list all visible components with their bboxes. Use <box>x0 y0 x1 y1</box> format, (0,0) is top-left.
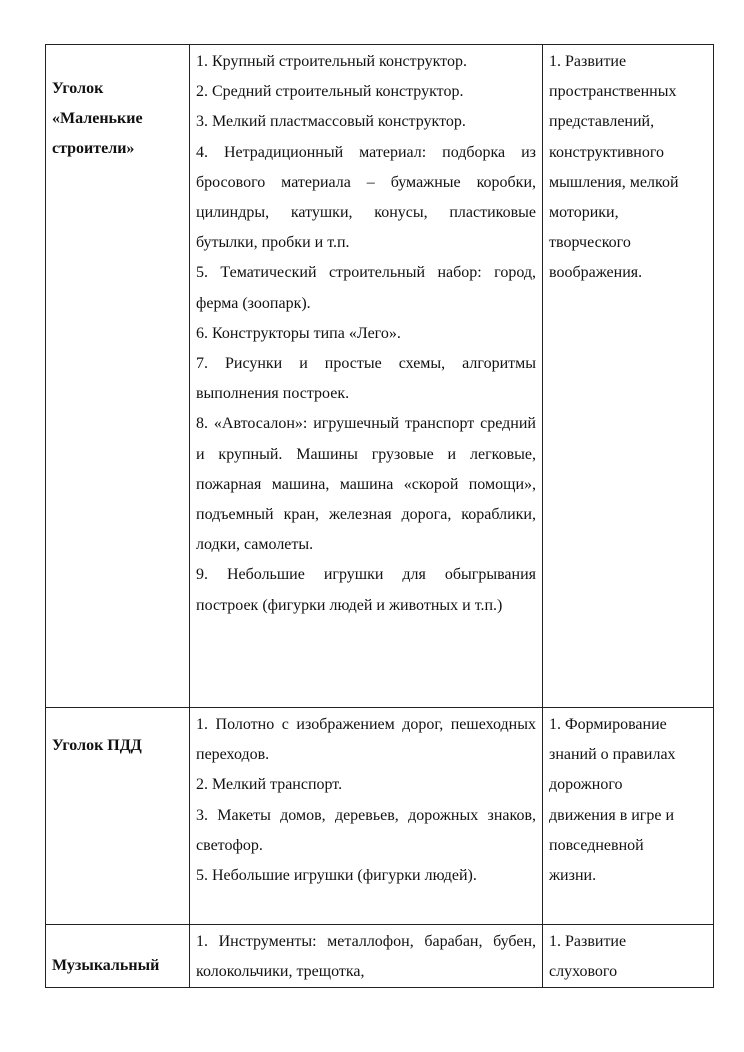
goal-line: творческого <box>549 234 631 252</box>
corner-name-cell <box>46 708 190 925</box>
equipment-cell <box>190 708 543 925</box>
goal-line: воображения. <box>549 264 643 282</box>
corners-table <box>45 44 714 988</box>
equipment-cell <box>190 925 543 988</box>
goal-line: представлений, <box>549 113 655 131</box>
goal-cell <box>543 45 714 708</box>
list-item: 3. Макеты домов, деревьев, дорожных знаков, светофор. <box>196 806 536 854</box>
goal-line: жизни. <box>549 867 597 885</box>
list-item: 7. Рисунки и простые схемы, алгоритмы выполнения построек. <box>196 355 536 403</box>
list-item: 2. Средний строительный конструктор. <box>196 83 464 101</box>
goal-line: 1. Формирование <box>549 716 667 733</box>
corner-name-cell <box>46 925 190 988</box>
goal-line: моторики, <box>549 204 619 222</box>
goal-line: 1. Развитие <box>549 933 627 950</box>
goal-line: пространственных <box>549 83 677 101</box>
equipment-cell <box>190 45 543 708</box>
list-item: 1. Крупный строительный конструктор. <box>196 53 467 70</box>
table-row <box>46 45 714 708</box>
list-item: 5. Тематический строительный набор: город, ферма (зоопарк). <box>196 264 536 312</box>
goal-line: повседневной <box>549 836 644 854</box>
list-item: 3. Мелкий пластмассовый конструктор. <box>196 113 466 131</box>
goal-cell <box>543 925 714 988</box>
corner-name-line: Музыкальный <box>52 957 160 974</box>
goal-line: знаний о правилах <box>549 746 676 764</box>
corner-name-cell <box>46 45 190 708</box>
goal-line: 1. Развитие <box>549 53 627 70</box>
list-item: 4. Нетрадиционный материал: подборка из бросового материала – бумажные коробки, цилиндры, катушки, конусы, пластиковые бутылки, пробки и т.п. <box>196 143 536 252</box>
list-item: 8. «Автосалон»: игрушечный транспорт средний и крупный. Машины грузовые и легковые, пожарная машина, машина «скорой помощи», подъемный кран, железная дорога, кораблики, лодки, самолеты. <box>196 415 536 554</box>
list-item: 2. Мелкий транспорт. <box>196 776 343 794</box>
list-item: 1. Инструменты: металлофон, барабан, бубен, колокольчики, трещотка, <box>196 933 536 981</box>
goal-line: мышления, мелкой <box>549 173 679 191</box>
list-item: 6. Конструкторы типа «Лего». <box>196 324 401 342</box>
goal-line: конструктивного <box>549 143 664 161</box>
table-row <box>46 708 714 925</box>
list-item: 1. Полотно с изображением дорог, пешеходных переходов. <box>196 716 536 764</box>
corner-name-line: «Маленькие <box>52 110 143 127</box>
list-item: 5. Небольшие игрушки (фигурки людей). <box>196 867 477 885</box>
corner-name-line: Уголок ПДД <box>52 737 142 754</box>
goal-cell <box>543 708 714 925</box>
list-item: 9. Небольшие игрушки для обыгрывания построек (фигурки людей и животных и т.п.) <box>196 566 536 614</box>
corner-name-line: строители» <box>52 140 135 157</box>
table-row <box>46 925 714 988</box>
goal-line: движения в игре и <box>549 806 675 824</box>
corner-name-line: Уголок <box>52 80 104 97</box>
goal-line: слухового <box>549 963 618 981</box>
goal-line: дорожного <box>549 776 623 794</box>
